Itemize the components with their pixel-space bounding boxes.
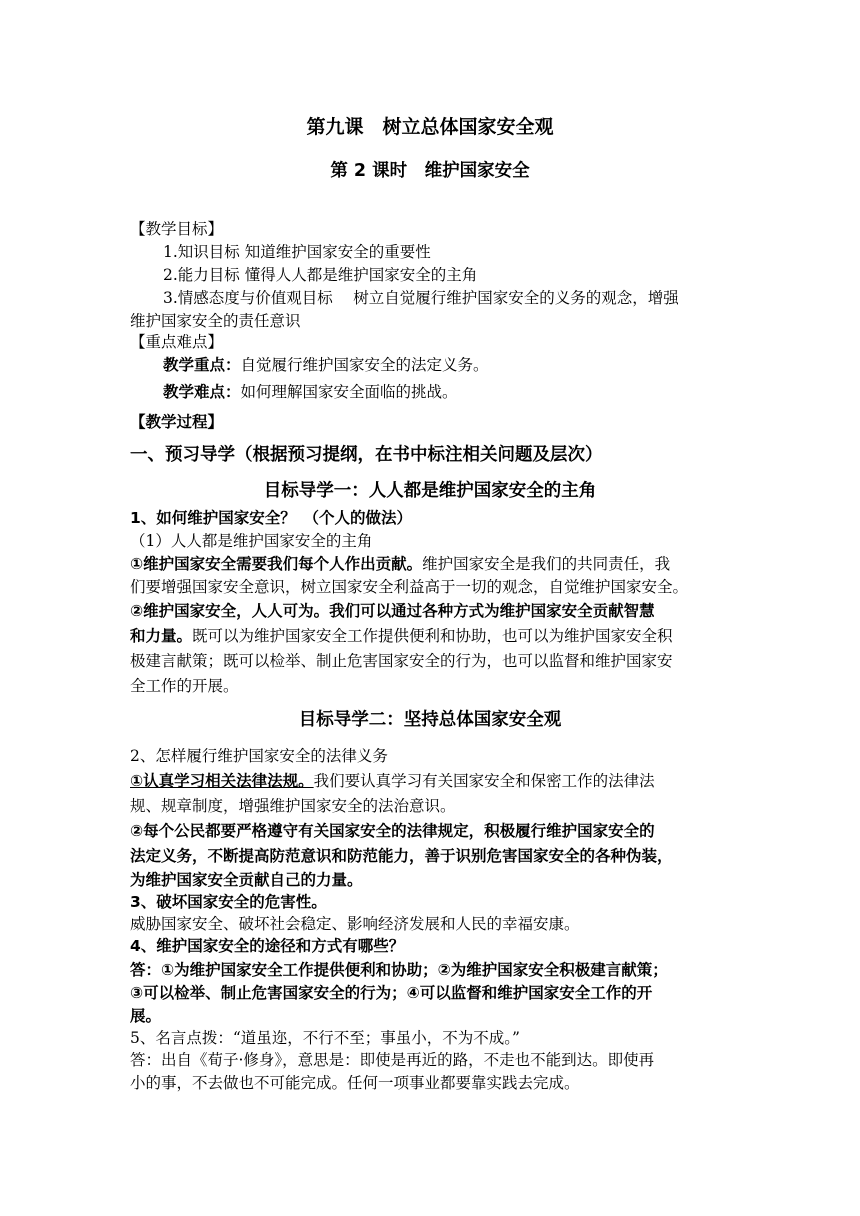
- paragraph-2-line: 极建言献策；既可以检举、制止危害国家安全的行为，也可以监督和维护国家安: [130, 652, 673, 670]
- question-3: 3、破坏国家安全的危害性。: [130, 893, 327, 911]
- teaching-difficulty-text: 如何理解国家安全面临的挑战。: [240, 383, 458, 401]
- key-points-heading: 【重点难点】: [130, 333, 224, 351]
- paragraph-2-line: ②维护国家安全，人人可为。我们可以通过各种方式为维护国家安全贡献智慧: [130, 602, 655, 620]
- paragraph-4-line: ②每个公民都要严格遵守有关国家安全的法律规定，积极履行维护国家安全的: [130, 822, 655, 840]
- answer-4-line: 展。: [130, 1007, 162, 1025]
- paragraph-4-line: 法定义务，不断提高防范意识和防范能力，善于识别危害国家安全的各种伪装，: [130, 847, 673, 865]
- answer-5-line: 小的事，不去做也不可能完成。任何一项事业都要靠实践去完成。: [130, 1074, 580, 1092]
- teaching-focus-text: 自觉履行维护国家安全的法定义务。: [240, 356, 489, 374]
- answer-5-line: 答：出自《荀子·修身》，意思是：即使是再近的路，不走也不能到达。即使再: [130, 1051, 655, 1069]
- paragraph-1-line: 们要增强国家安全意识，树立国家安全利益高于一切的观念，自觉维护国家安全。: [130, 578, 689, 596]
- teaching-difficulty-label: 教学难点：: [163, 383, 241, 401]
- paragraph-4-line: 为维护国家安全贡献自己的力量。: [130, 871, 363, 889]
- goal1-heading: 目标导学一：人人都是维护国家安全的主角: [263, 481, 597, 501]
- teaching-focus-label: 教学重点：: [163, 356, 241, 374]
- process-heading: 【教学过程】: [130, 413, 224, 431]
- question-2: 2、怎样履行维护国家安全的法律义务: [130, 747, 388, 765]
- objective-item: 1.知识目标 知道维护国家安全的重要性: [163, 243, 431, 261]
- answer-3: 威胁国家安全、破坏社会稳定、影响经济发展和人民的幸福安康。: [130, 915, 580, 933]
- teaching-difficulty: [163, 381, 458, 403]
- objective-item-continued: 维护国家安全的责任意识: [130, 312, 301, 330]
- paragraph-3-line: ①认真学习相关法律法规。我们要认真学习有关国家安全和保密工作的法律法: [130, 772, 655, 790]
- sub-point-1: （1）人人都是维护国家安全的主角: [130, 532, 373, 550]
- objectives-heading: 【教学目标】: [130, 220, 224, 238]
- lesson-subtitle: 第 2 课时 维护国家安全: [330, 161, 530, 181]
- question-1: 1、如何维护国家安全？ （个人的做法）: [130, 509, 413, 527]
- goal2-heading: 目标导学二：坚持总体国家安全观: [298, 710, 562, 730]
- objective-item: 2.能力目标 懂得人人都是维护国家安全的主角: [163, 266, 478, 284]
- paragraph-2-line: 和力量。既可以为维护国家安全工作提供便利和协助，也可以为维护国家安全积: [130, 627, 673, 645]
- paragraph-2-line: 全工作的开展。: [130, 677, 239, 695]
- teaching-focus: [163, 354, 489, 376]
- answer-4-line: 答：①为维护国家安全工作提供便利和协助；②为维护国家安全积极建言献策；: [130, 961, 668, 979]
- question-4: 4、维护国家安全的途径和方式有哪些？: [130, 937, 405, 955]
- lesson-title: 第九课 树立总体国家安全观: [306, 116, 554, 138]
- preview-heading: 一、预习导学（根据预习提纲，在书中标注相关问题及层次）: [130, 445, 603, 465]
- paragraph-1-line: ①维护国家安全需要我们每个人作出贡献。维护国家安全是我们的共同责任，我: [130, 555, 671, 573]
- objective-item: 3.情感态度与价值观目标 树立自觉履行维护国家安全的义务的观念，增强: [163, 289, 679, 307]
- answer-4-line: ③可以检举、制止危害国家安全的行为；④可以监督和维护国家安全工作的开: [130, 984, 653, 1002]
- paragraph-3-line: 规、规章制度，增强维护国家安全的法治意识。: [130, 797, 456, 815]
- question-5: 5、名言点拨：“道虽迩，不行不至；事虽小，不为不成。”: [130, 1029, 520, 1047]
